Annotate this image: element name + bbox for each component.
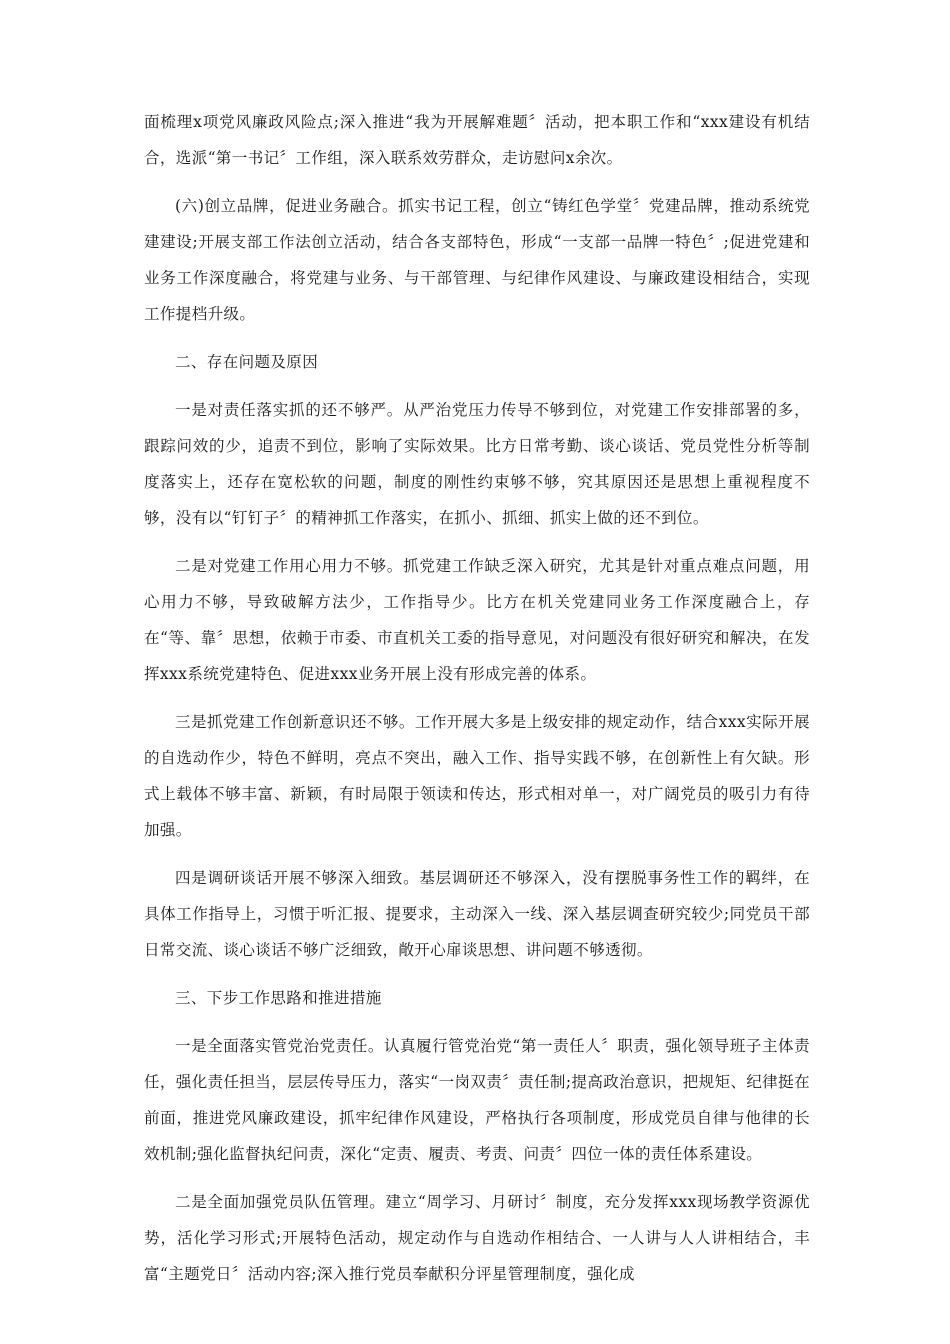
section-heading-problems: 二、存在问题及原因 [175,353,319,371]
paragraph-measure-two: 二是全面加强党员队伍管理。建立“周学习、月研讨〞制度，充分发挥xxx现场教学资源优势，活化学习形式;开展特色活动，规定动作与自选动作相结合、一人讲与人人讲相结合，丰富“主题党日〞活动内容;深入推行党员奉献积分评星管理制度，强化成 [144,1193,810,1283]
paragraph-gap [144,1016,810,1028]
paragraph-problem-two: 二是对党建工作用心用力不够。抓党建工作缺乏深入研究，尤其是针对重点难点问题，用心用力不够，导致破解方法少，工作指导少。比方在机关党建同业务工作深度融合上，存在“等、靠〞思想，依赖于市委、市直机关工委的指导意见，对问题没有很好研究和解决，在发挥xxx系统党建特色、促进xxx业务开展上没有形成完善的体系。 [144,557,810,683]
document-body [144,104,810,1292]
paragraph-brand-creation: (六)创立品牌，促进业务融合。抓实书记工程，创立“铸红色学堂〞党建品牌，推动系统党建建设;开展支部工作法创立活动，结合各支部特色，形成“一支部一品牌一特色〞;促进党建和业务工作深度融合，将党建与业务、与干部管理、与纪律作风建设、与廉政建设相结合，实现工作提档升级。 [144,197,810,323]
paragraph-gap [144,1172,810,1184]
paragraph-gap [144,692,810,704]
paragraph-measure-one: 一是全面落实管党治党责任。认真履行管党治党“第一责任人〞职责，强化领导班子主体责任，强化责任担当，层层传导压力，落实“一岗双责〞责任制;提高政治意识，把规矩、纪律挺在前面，推进党风廉政建设，抓牢纪律作风建设，严格执行各项制度，形成党员自律与他律的长效机制;强化监督执纪问责，深化“定责、履责、考责、问责〞四位一体的责任体系建设。 [144,1037,810,1163]
paragraph-gap [144,968,810,980]
paragraph-gap [144,380,810,392]
paragraph-gap [144,332,810,344]
section-heading-next-steps: 三、下步工作思路和推进措施 [175,989,382,1007]
paragraph-gap [144,848,810,860]
paragraph-gap [144,176,810,188]
paragraph-problem-four: 四是调研谈话开展不够深入细致。基层调研还不够深入，没有摆脱事务性工作的羁绊，在具体工作指导上，习惯于听汇报、提要求，主动深入一线、深入基层调查研究较少;同党员干部日常交流、谈心谈话不够广泛细致，敞开心扉谈思想、讲问题不够透彻。 [144,869,810,959]
paragraph-gap [144,536,810,548]
paragraph-problem-three: 三是抓党建工作创新意识还不够。工作开展大多是上级安排的规定动作，结合xxx实际开展的自选动作少，特色不鲜明，亮点不突出，融入工作、指导实践不够，在创新性上有欠缺。形式上载体不够丰富、新颖，有时局限于领读和传达，形式相对单一，对广阔党员的吸引力有待加强。 [144,713,810,839]
paragraph-problem-one: 一是对责任落实抓的还不够严。从严治党压力传导不够到位，对党建工作安排部署的多，跟踪问效的少，追责不到位，影响了实际效果。比方日常考勤、谈心谈话、党员党性分析等制度落实上，还存在宽松软的问题，制度的刚性约束够不够，究其原因还是思想上重视程度不够，没有以“钉钉子〞的精神抓工作落实，在抓小、抓细、抓实上做的还不到位。 [144,401,810,527]
paragraph-continued-risk-points: 面梳理x项党风廉政风险点;深入推进“我为开展解难题〞活动，把本职工作和“xxx建设有机结合，选派“第一书记〞工作组，深入联系效劳群众，走访慰问x余次。 [144,113,810,167]
